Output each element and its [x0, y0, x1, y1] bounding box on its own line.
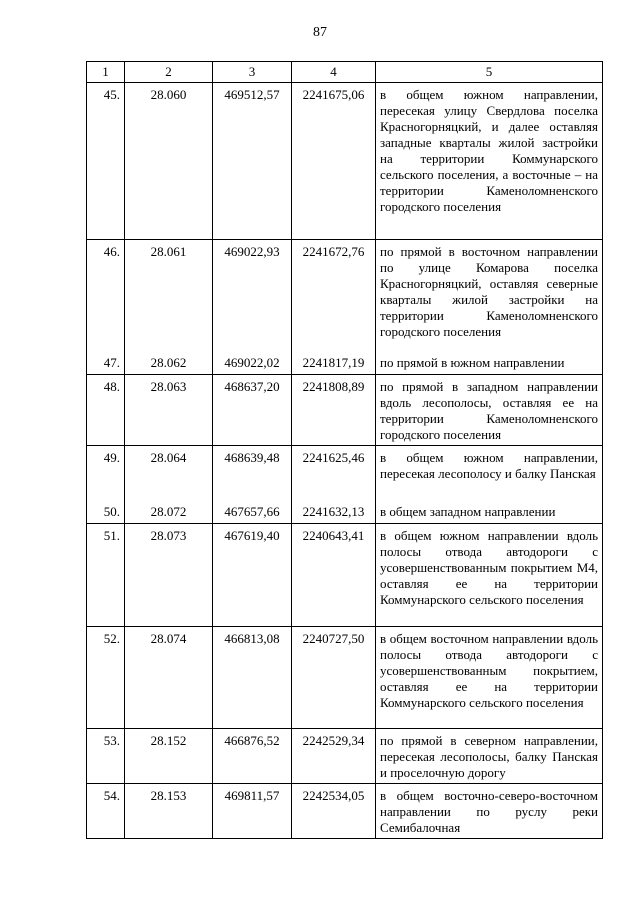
route-description: в общем западном направлении — [376, 500, 603, 524]
coordinate-x: 466813,08 — [213, 627, 292, 729]
row-number: 46. — [87, 240, 125, 351]
point-code: 28.073 — [125, 524, 213, 627]
point-code: 28.062 — [125, 351, 213, 375]
coordinate-y: 2240643,41 — [292, 524, 376, 627]
table-row — [87, 240, 603, 351]
coordinate-x: 469811,57 — [213, 784, 292, 839]
row-number: 47. — [87, 351, 125, 375]
table-row — [87, 784, 603, 839]
point-code: 28.064 — [125, 446, 213, 500]
point-code: 28.063 — [125, 375, 213, 446]
table-row — [87, 500, 603, 524]
coordinate-x: 468637,20 — [213, 375, 292, 446]
table-row — [87, 351, 603, 375]
point-code: 28.072 — [125, 500, 213, 524]
table-header-row — [87, 62, 603, 83]
coordinate-x: 467657,66 — [213, 500, 292, 524]
coordinate-x: 468639,48 — [213, 446, 292, 500]
coordinate-y: 2241808,89 — [292, 375, 376, 446]
row-number: 49. — [87, 446, 125, 500]
column-header: 5 — [376, 62, 603, 83]
table-row — [87, 446, 603, 500]
row-number: 50. — [87, 500, 125, 524]
row-number: 52. — [87, 627, 125, 729]
route-description: в общем южном направлении вдоль полосы отвода автодороги с усовершенствованным покрытием М4, оставляя ее на территории Коммунарского сельского поселения — [376, 524, 603, 627]
route-description: по прямой в западном направлении вдоль лесополосы, оставляя ее на территории Каменоломненского городского поселения — [376, 375, 603, 446]
table-row — [87, 524, 603, 627]
coordinate-y: 2241625,46 — [292, 446, 376, 500]
column-header: 3 — [213, 62, 292, 83]
row-number: 53. — [87, 729, 125, 784]
boundary-points-table — [86, 61, 603, 839]
row-number: 54. — [87, 784, 125, 839]
route-description: в общем южном направлении, пересекая лесополосу и балку Панская — [376, 446, 603, 500]
table-row — [87, 83, 603, 240]
route-description: в общем восточно-северо-восточном направлении по руслу реки Семибалочная — [376, 784, 603, 839]
coordinate-y: 2242534,05 — [292, 784, 376, 839]
coordinate-x: 466876,52 — [213, 729, 292, 784]
column-header: 1 — [87, 62, 125, 83]
coordinate-x: 467619,40 — [213, 524, 292, 627]
point-code: 28.152 — [125, 729, 213, 784]
table-row — [87, 729, 603, 784]
coordinate-x: 469022,02 — [213, 351, 292, 375]
route-description: по прямой в южном направлении — [376, 351, 603, 375]
coordinate-y: 2242529,34 — [292, 729, 376, 784]
coordinate-x: 469512,57 — [213, 83, 292, 240]
coordinate-y: 2241675,06 — [292, 83, 376, 240]
point-code: 28.074 — [125, 627, 213, 729]
point-code: 28.153 — [125, 784, 213, 839]
coordinate-x: 469022,93 — [213, 240, 292, 351]
route-description: в общем восточном направлении вдоль полосы отвода автодороги с усовершенствованным покрытием, оставляя ее на территории Коммунарского сельского поселения — [376, 627, 603, 729]
coordinate-y: 2240727,50 — [292, 627, 376, 729]
column-header: 2 — [125, 62, 213, 83]
row-number: 45. — [87, 83, 125, 240]
route-description: по прямой в северном направлении, пересекая лесополосы, балку Панская и проселочную дорогу — [376, 729, 603, 784]
page-number: 87 — [313, 25, 327, 40]
coordinate-y: 2241672,76 — [292, 240, 376, 351]
point-code: 28.060 — [125, 83, 213, 240]
table-row — [87, 627, 603, 729]
row-number: 51. — [87, 524, 125, 627]
route-description: по прямой в восточном направлении по улице Комарова поселка Красногорняцкий, оставляя северные кварталы жилой застройки на территории Каменоломненского городского поселения — [376, 240, 603, 351]
route-description: в общем южном направлении, пересекая улицу Свердлова поселка Красногорняцкий, и далее оставляя западные кварталы жилой застройки на территории Коммунарского сельского поселения, а восточные – на территории Каменоломненского городского поселения — [376, 83, 603, 240]
coordinate-y: 2241632,13 — [292, 500, 376, 524]
row-number: 48. — [87, 375, 125, 446]
coordinate-y: 2241817,19 — [292, 351, 376, 375]
table-row — [87, 375, 603, 446]
point-code: 28.061 — [125, 240, 213, 351]
column-header: 4 — [292, 62, 376, 83]
